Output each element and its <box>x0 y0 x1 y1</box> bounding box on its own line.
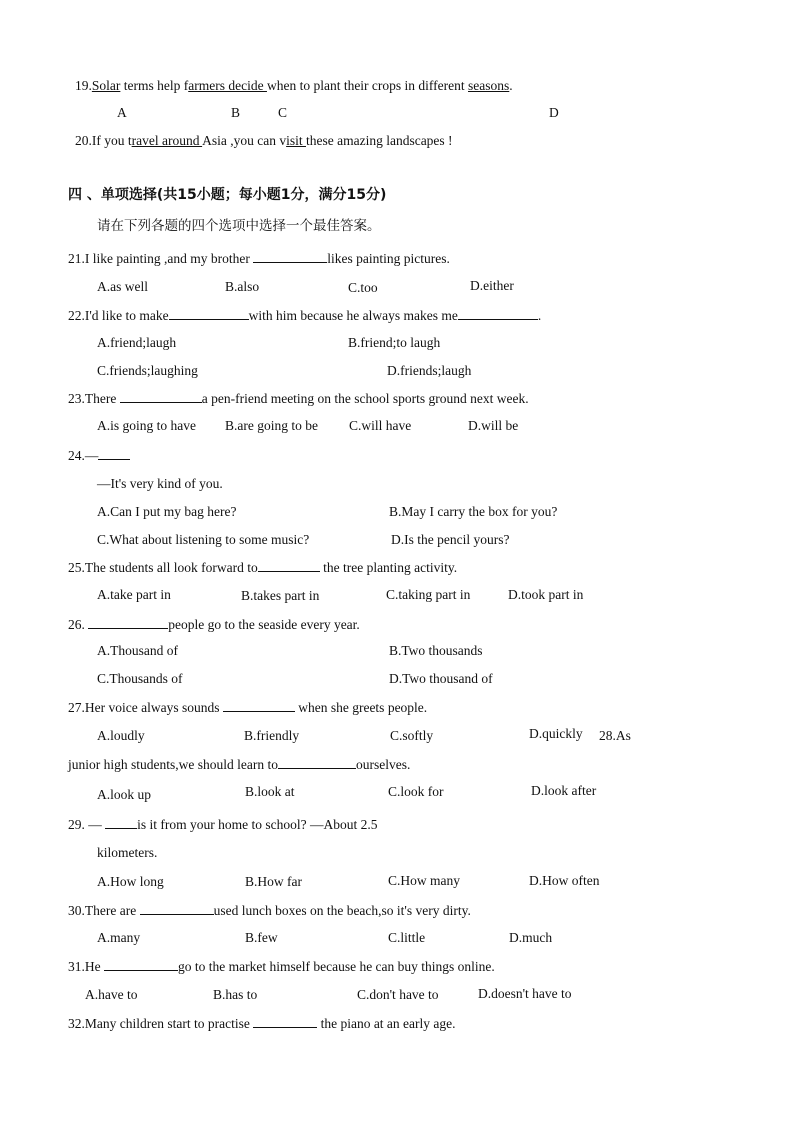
label-b: B <box>231 105 241 120</box>
option-d: D.How often <box>529 873 600 888</box>
option-c: C.What about listening to some music? <box>97 532 310 547</box>
answer-blank <box>105 815 137 829</box>
option-b: B.are going to be <box>225 418 318 433</box>
answer-blank <box>253 249 327 263</box>
option-a: A.look up <box>97 787 151 802</box>
question-23: 23.There a pen-friend meeting on the school sports ground next week. <box>68 391 529 406</box>
question-27: 27.Her voice always sounds when she greets people. <box>68 700 428 715</box>
option-d: D.either <box>470 278 514 293</box>
option-d: D.Is the pencil yours? <box>391 532 510 547</box>
question-26: 26. people go to the seaside every year. <box>68 617 360 632</box>
option-c: C.softly <box>390 728 434 743</box>
option-a: A.many <box>97 930 141 945</box>
option-b: B.friendly <box>244 728 300 743</box>
option-c: C.too <box>348 280 378 295</box>
option-b: B.few <box>245 930 278 945</box>
option-d: D.look after <box>531 783 597 798</box>
question-30: 30.There are used lunch boxes on the beach,so it's very dirty. <box>68 903 471 918</box>
option-c: C.little <box>388 930 426 945</box>
answer-blank <box>223 698 295 712</box>
dialogue-reply: —It's very kind of you. <box>97 476 223 491</box>
option-c: C.taking part in <box>386 587 471 602</box>
answer-blank <box>88 615 168 629</box>
question-28-number: 28.As <box>599 728 631 743</box>
option-d: D.took part in <box>508 587 584 602</box>
option-a: A.is going to have <box>97 418 196 433</box>
option-b-word: armers decide <box>188 78 267 93</box>
label-d: D <box>549 105 559 120</box>
option-c: C.Thousands of <box>97 671 183 686</box>
answer-blank <box>120 389 202 403</box>
question-29: 29. — is it from your home to school? —About 2.5 <box>68 817 378 832</box>
option-d-word: seasons <box>468 78 510 93</box>
question-20: 20.If you travel around Asia ,you can visit these amazing landscapes ! <box>75 133 453 148</box>
option-a: A.Can I put my bag here? <box>97 504 237 519</box>
option-b: B.May I carry the box for you? <box>389 504 558 519</box>
answer-blank <box>140 901 214 915</box>
option-c: C.How many <box>388 873 460 888</box>
option-b: B.has to <box>213 987 258 1002</box>
question-21: 21.I like painting ,and my brother likes painting pictures. <box>68 251 450 266</box>
answer-blank <box>169 306 249 320</box>
option-a: A.How long <box>97 874 164 889</box>
section-instruction: 请在下列各题的四个选项中选择一个最佳答案。 <box>97 218 381 234</box>
option-c: C.look for <box>388 784 444 799</box>
label-c: C <box>278 105 288 120</box>
option-c: C.friends;laughing <box>97 363 198 378</box>
option-d: D.much <box>509 930 553 945</box>
section-title: 四 、单项选择(共15小题；每小题1分，满分15分) <box>68 187 387 203</box>
option-a: A.friend;laugh <box>97 335 177 350</box>
option-d: D.will be <box>468 418 519 433</box>
question-22: 22.I'd like to make with him because he always makes me . <box>68 308 542 323</box>
option-b: B.also <box>225 279 260 294</box>
option-b: B.friend;to laugh <box>348 335 441 350</box>
option-c: C.don't have to <box>357 987 439 1002</box>
option-b: B.How far <box>245 874 302 889</box>
option-b: B.takes part in <box>241 588 320 603</box>
answer-blank <box>258 558 320 572</box>
question-25: 25.The students all look forward to the tree planting activity. <box>68 560 458 575</box>
question-19: 19.Solar terms help farmers decide when to plant their crops in different seasons. <box>75 78 513 93</box>
question-28: junior high students,we should learn to ourselves. <box>68 757 411 772</box>
answer-blank <box>458 306 538 320</box>
option-a: A.have to <box>85 987 138 1002</box>
option-d: D.Two thousand of <box>389 671 493 686</box>
answer-blank <box>253 1014 317 1028</box>
answer-blank <box>98 446 130 460</box>
question-29-continued: kilometers. <box>97 845 158 860</box>
answer-blank <box>278 755 356 769</box>
option-b: B.look at <box>245 784 295 799</box>
option-c: C.will have <box>349 418 412 433</box>
option-a: A.loudly <box>97 728 145 743</box>
question-32: 32.Many children start to practise the piano at an early age. <box>68 1016 456 1031</box>
option-b: B.Two thousands <box>389 643 483 658</box>
label-a: A <box>117 105 127 120</box>
option-d: D.quickly <box>529 726 583 741</box>
option-a-word: Solar <box>91 78 121 93</box>
option-d: D.doesn't have to <box>478 986 572 1001</box>
answer-blank <box>104 957 178 971</box>
option-a: A.Thousand of <box>97 643 178 658</box>
option-a: A.take part in <box>97 587 171 602</box>
question-31: 31.He go to the market himself because he can buy things online. <box>68 959 495 974</box>
option-a: A.as well <box>97 279 148 294</box>
option-d: D.friends;laugh <box>387 363 472 378</box>
question-24: 24.— <box>68 446 130 465</box>
